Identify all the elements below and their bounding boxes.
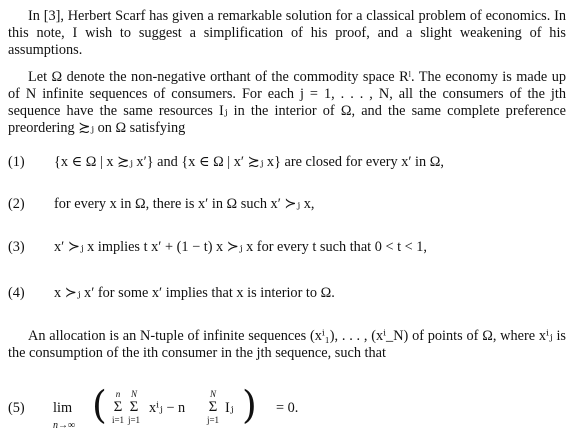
condition-1 [8,153,566,171]
summand-term: xⁱⱼ − n [149,400,186,416]
sum-over-j [127,390,141,425]
sigma-symbol: Σ [113,399,123,415]
condition-number: (4) [8,285,25,301]
setup-paragraph: Let Ω denote the non-negative orthant of the commodity space Rˡ. The economy is made up of N infinite sequences of consumers. For each j = 1, . . . , N, all the consumers of the jth sequence have the same resources Iⱼ in the interior of Ω, and the same complete preference preordering ≿ⱼ on Ω satisfying [8,69,566,136]
sum-over-i [111,390,125,425]
condition-text: {x ∈ Ω | x ≿ⱼ x′} and {x ∈ Ω | x′ ≿ⱼ x} are closed for every x′ in Ω, [54,154,444,170]
right-paren: ) [242,383,257,427]
condition-4 [8,284,566,302]
resources-term: Iⱼ [225,400,234,416]
condition-text: x ≻ⱼ x′ for some x′ implies that x is interior to Ω. [54,285,335,301]
condition-text: for every x in Ω, there is x′ in Ω such x′ ≻ⱼ x, [54,196,315,212]
lim-operator: lim [53,400,73,416]
equation-number: (5) [8,400,25,416]
condition-text: x′ ≻ⱼ x implies t x′ + (1 − t) x ≻ⱼ x for every t such that 0 < t < 1, [54,239,427,255]
sum-lower: j=1 [206,415,220,425]
sum-upper: n [115,389,121,399]
allocation-paragraph: An allocation is an N-tuple of infinite sequences (xⁱ₁), . . . , (xⁱ_N) of points of Ω, where xⁱⱼ is the consumption of the ith consumer in the jth sequence, such that [8,328,566,361]
sum-upper: N [209,389,216,399]
equation-result: = 0. [276,400,299,416]
sum-lower: i=1 [111,415,125,425]
condition-number: (2) [8,196,25,212]
condition-number: (1) [8,154,25,170]
sum-resources [206,390,220,425]
condition-number: (3) [8,239,25,255]
intro-paragraph: In [3], Herbert Scarf has given a remarkable solution for a classical problem of economics. In this note, I wish to suggest a simplification of his proof, and a slight weakening of his assumptions. [8,8,566,58]
sum-upper: N [130,389,137,399]
sigma-symbol: Σ [208,399,218,415]
condition-3 [8,238,566,256]
lim-subscript: n→∞ [53,420,76,431]
condition-2 [8,195,566,213]
sigma-symbol: Σ [129,399,139,415]
equation-5 [8,383,566,433]
sum-lower: j=1 [127,415,141,425]
left-paren: ( [92,383,107,427]
